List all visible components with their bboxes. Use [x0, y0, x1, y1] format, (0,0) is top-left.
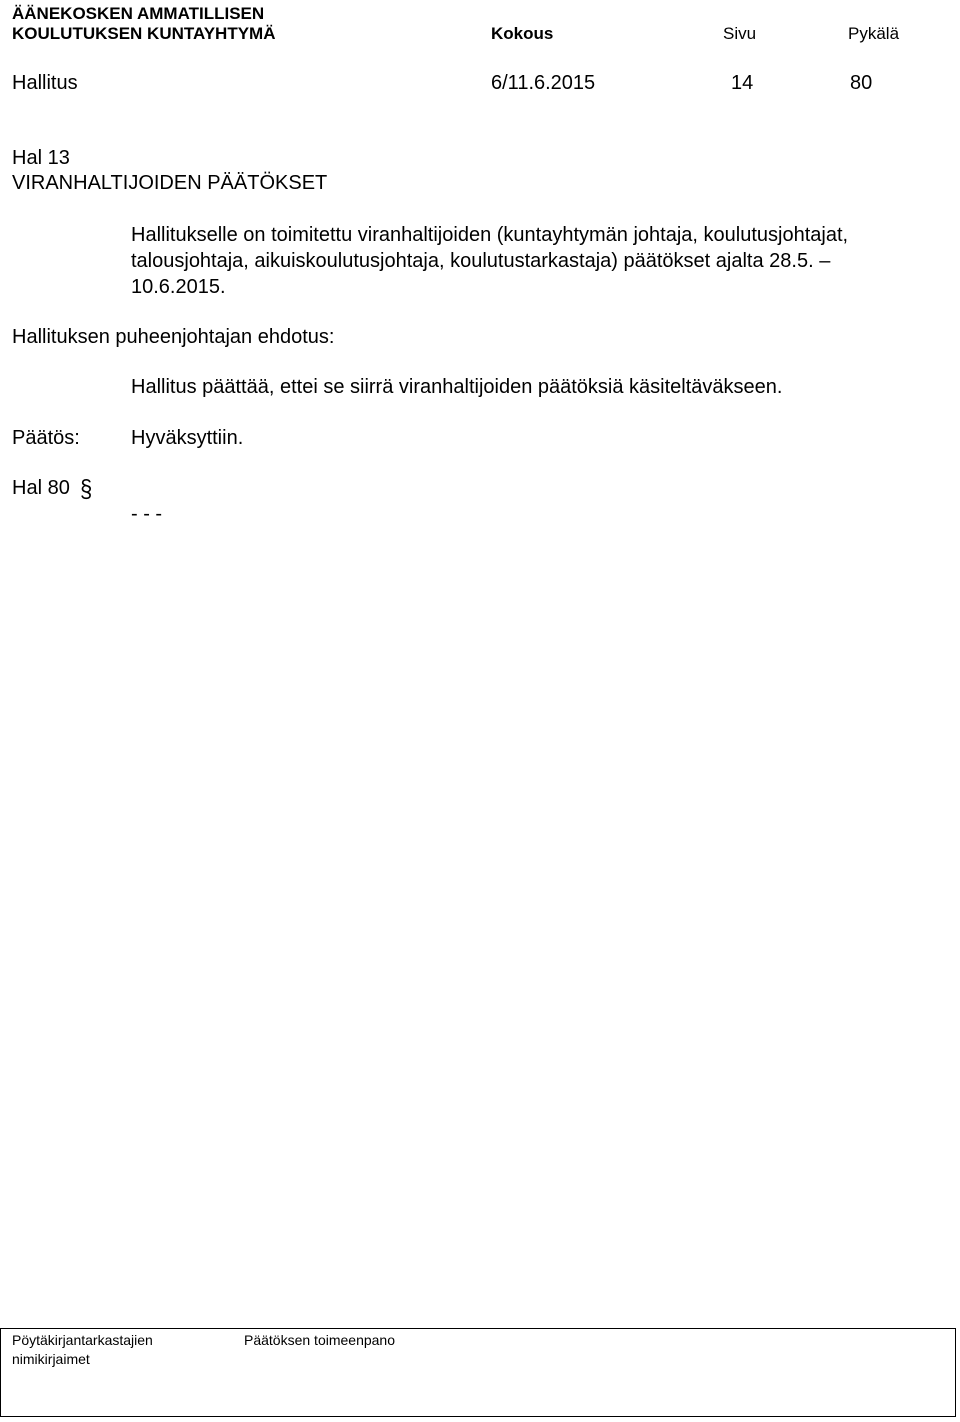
organization-name-line1: ÄÄNEKOSKEN AMMATILLISEN	[12, 4, 265, 23]
meeting-date: 6/11.6.2015	[491, 72, 596, 94]
page-label: Sivu	[723, 24, 757, 43]
proposal-label: Hallituksen puheenjohtajan ehdotus:	[12, 326, 335, 348]
decision-text: Hyväksyttiin.	[131, 427, 244, 449]
signers-initials-label: Pöytäkirjantarkastajien nimikirjaimet	[12, 1332, 153, 1367]
item-reference: Hal 13	[12, 147, 70, 169]
section-number: 80	[850, 72, 873, 94]
decision-execution-label: Päätöksen toimeenpano	[244, 1332, 395, 1348]
intro-line: 10.6.2015.	[131, 276, 226, 298]
item-title: VIRANHALTIJOIDEN PÄÄTÖKSET	[12, 172, 328, 194]
governing-body: Hallitus	[12, 72, 78, 94]
intro-line: talousjohtaja, aikuiskoulutusjohtaja, koulutustarkastaja) päätökset ajalta 28.5. –	[131, 250, 831, 272]
intro-line: Hallitukselle on toimitettu viranhaltijoiden (kuntayhtymän johtaja, koulutusjohtajat,	[131, 224, 849, 246]
section-footer: Hal 80	[12, 477, 70, 499]
meeting-label: Kokous	[491, 24, 554, 43]
organization-name-line2: KOULUTUKSEN KUNTAYHTYMÄ	[12, 24, 276, 43]
section-mark: §	[80, 474, 93, 503]
section-label: Pykälä	[848, 24, 900, 43]
page-number: 14	[731, 72, 754, 94]
intro-paragraph	[131, 222, 931, 300]
proposal-text: Hallitus päättää, ettei se siirrä viranhaltijoiden päätöksiä käsiteltäväkseen.	[131, 376, 783, 398]
continuation-marker: - - -	[131, 503, 163, 525]
decision-label: Päätös:	[12, 427, 80, 449]
